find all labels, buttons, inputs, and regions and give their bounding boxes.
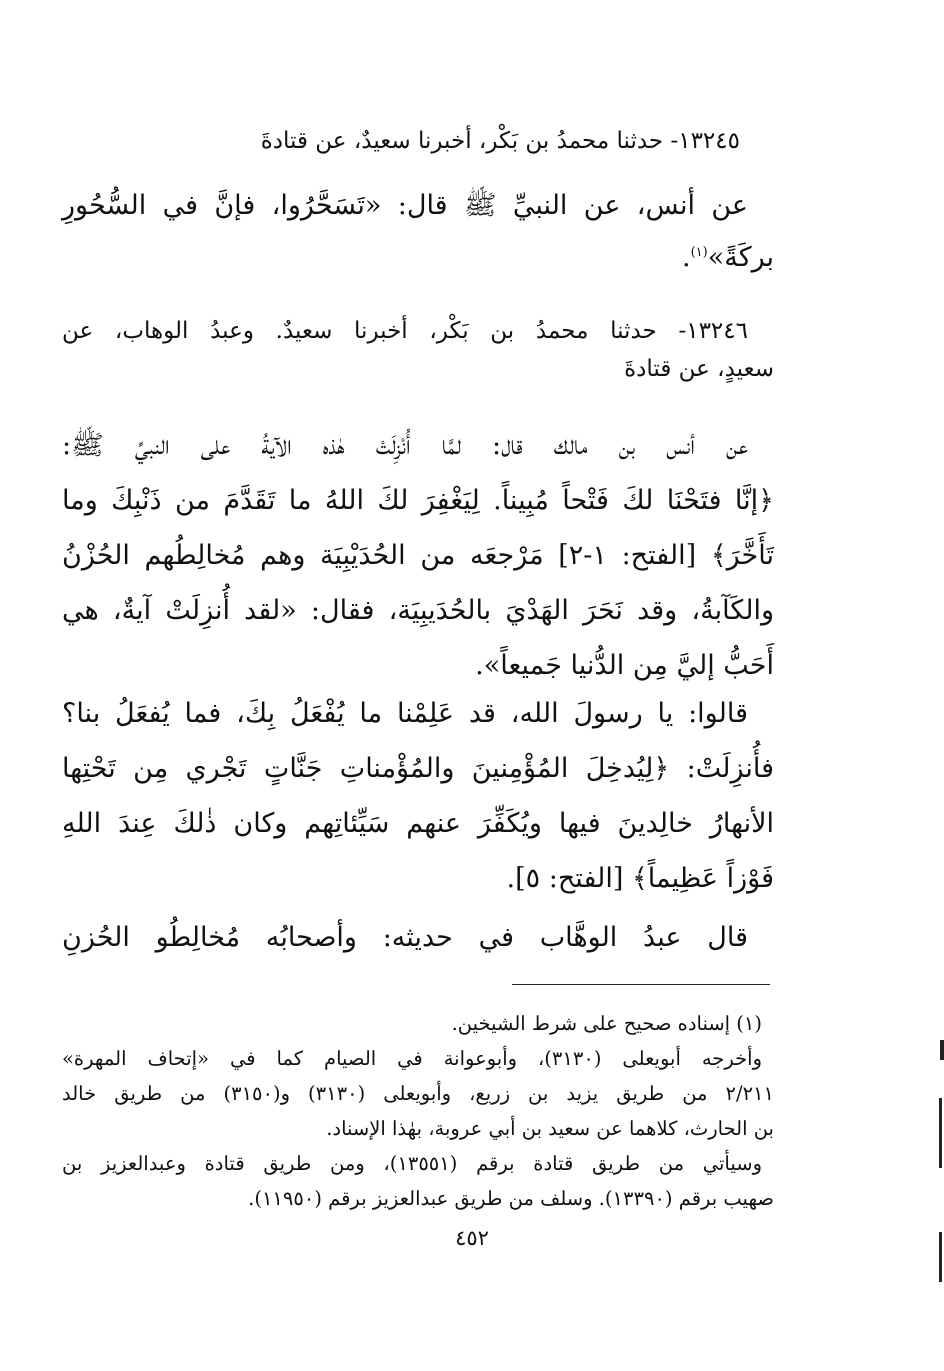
text-line: عن أنس بن مالك قال: لمَّا أُنْزِلَتْ هٰذه الآيةُ على النبيِّ ﷺ:	[62, 430, 748, 461]
footnote-reference: (١)	[690, 245, 708, 260]
text-line: أَحَبُّ إليَّ مِن الدُّنيا جَميعاً».	[475, 650, 774, 681]
hadith-13246-paragraph-1	[62, 418, 774, 693]
text-line: ﴿إنَّا فتَحْنَا لكَ فَتْحاً مُبِيناً. لِيَغْفِرَ لكَ اللهُ ما تَقَدَّمَ من ذَنْبِكَ وما	[62, 485, 774, 516]
footnote-separator	[512, 984, 770, 985]
scan-edge-mark	[940, 1040, 944, 1060]
footnote-line: بن الحارث، كلاهما عن سعيد بن أبي عروبة، بهٰذا الإسناد.	[326, 1117, 774, 1140]
isnad-line: ١٣٢٤٦- حدثنا محمدُ بن بَكْر، أخبرنا سعيدٌ. وعبدُ الوهاب، عن	[62, 318, 748, 344]
text-line: الأنهارُ خالِدينَ فيها ويُكَفِّرَ عنهم سَيِّئاتِهم وكان ذٰلكَ عِندَ اللهِ	[62, 808, 774, 839]
text-line: تَأَخَّرَ﴾ [الفتح: ١-٢] مَرْجعَه من الحُدَيْبِيَة وهم مُخالِطُهم الحُزْنُ	[62, 540, 774, 571]
footnote-line: وسيأتي من طريق قتادة برقم (١٣٥٥١)، ومن طريق قتادة وعبدالعزيز بن	[62, 1152, 762, 1175]
text-line: قالوا: يا رسولَ الله، قد عَلِمْنا ما يُفْعَلُ بِكَ، فما يُفعَلُ بنا؟	[62, 698, 748, 729]
isnad-line: ١٣٢٤٥- حدثنا محمدُ بن بَكْر، أخبرنا سعيدٌ، عن قتادةَ	[260, 128, 740, 154]
text-line: فَوْزاً عَظِيماً﴾ [الفتح: ٥].	[506, 863, 774, 894]
footnote-line: وأخرجه أبويعلى (٣١٣٠)، وأبوعوانة في الصيام كما في «إتحاف المهرة»	[62, 1047, 762, 1070]
hadith-13245-matn	[62, 188, 774, 273]
isnad-line: سعيدٍ، عن قتادةَ	[624, 356, 774, 382]
text-line: قال عبدُ الوهَّاب في حديثه: وأصحابُه مُخالِطُو الحُزنِ	[62, 922, 748, 953]
matn-line: عن أنس، عن النبيِّ ﷺ قال: «تَسَحَّرُوا، فإنَّ في السُّحُورِ	[62, 190, 748, 221]
hadith-13245-isnad	[200, 128, 740, 154]
scan-edge-mark	[939, 1098, 942, 1168]
hadith-13246-isnad	[62, 318, 774, 382]
footnotes	[62, 1006, 774, 1216]
hadith-13246-paragraph-3	[62, 910, 774, 965]
hadith-13246-paragraph-2	[62, 686, 774, 906]
page-number: ٤٥٢	[455, 1226, 489, 1250]
matn-text: بركَةً»	[707, 242, 774, 273]
text-line: فأُنزِلَتْ: ﴿لِيُدخِلَ المُؤْمِنينَ والمُؤْمناتِ جَنَّاتٍ تَجْري مِن تَحْتِها	[62, 753, 774, 784]
footnote-line: صهيب برقم (١٣٣٩٠). وسلف من طريق عبدالعزيز برقم (١١٩٥٠).	[248, 1187, 774, 1210]
text-line: والكَآبةُ، وقد نَحَرَ الهَدْيَ بالحُدَيبِيَة، فقال: «لقد أُنزِلَتْ آيةٌ، هي	[62, 595, 774, 626]
footnote-line: ٢/٢١١ من طريق يزيد بن زريع، وأبويعلى (٣١٣٠) و(٣١٥٠) من طريق خالد	[62, 1082, 774, 1105]
scan-edge-mark	[939, 1232, 942, 1282]
footnote-line: (١) إسناده صحيح على شرط الشيخين.	[451, 1012, 762, 1035]
matn-end-punct: .	[682, 242, 691, 273]
matn-line-last	[62, 242, 774, 273]
